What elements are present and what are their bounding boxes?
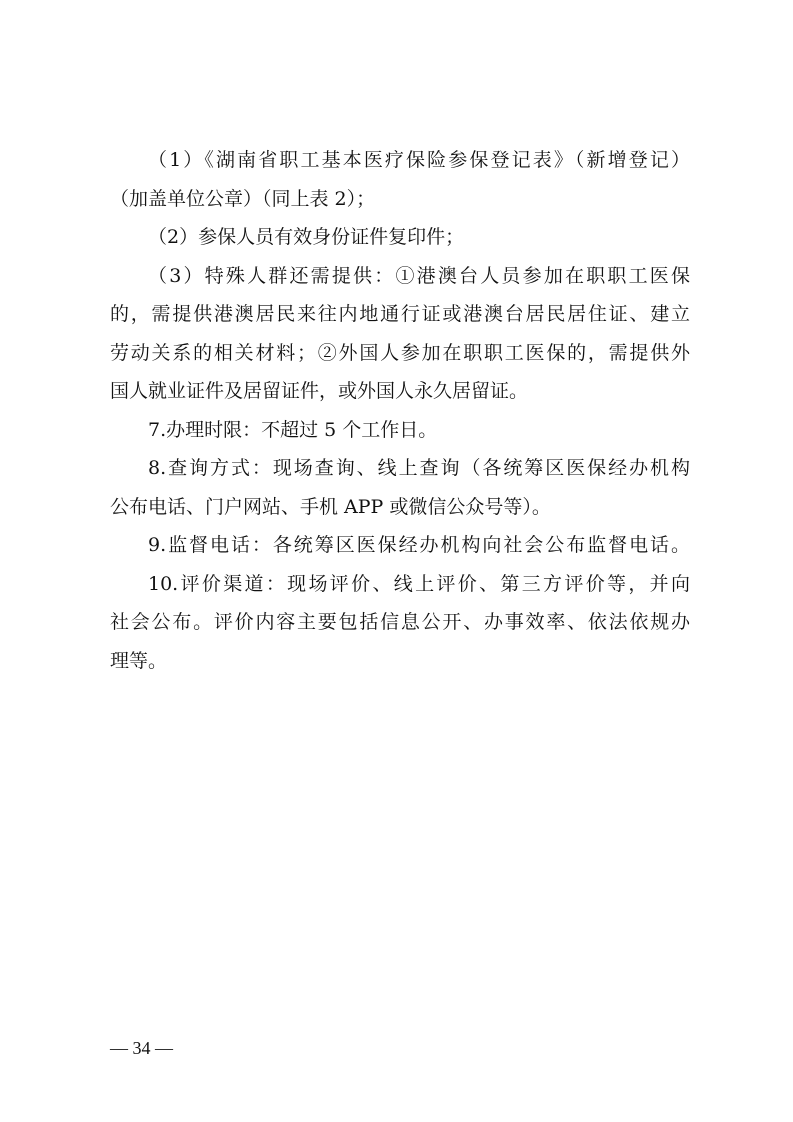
document-body — [110, 141, 690, 680]
paragraph-line: 8.查询方式：现场查询、线上查询（各统筹区医保经办机构 — [148, 457, 690, 479]
paragraph-line: 公布电话、门户网站、手机 APP 或微信公众号等）。 — [110, 495, 551, 518]
paragraph-line: 的，需提供港澳居民来往内地通行证或港澳台居民居住证、建立 — [110, 303, 690, 325]
paragraph-line: （1）《湖南省职工基本医疗保险参保登记表》（新增登记） — [148, 149, 690, 171]
paragraph-line: 国人就业证件及居留证件，或外国人永久居留证。 — [110, 380, 529, 402]
paragraph-line: （加盖单位公章）（同上表 2）； — [110, 187, 376, 210]
paragraph-line: 10.评价渠道：现场评价、线上评价、第三方评价等，并向 — [148, 572, 690, 595]
paragraph-line: 社会公布。评价内容主要包括信息公开、办事效率、依法依规办 — [110, 611, 690, 633]
paragraph-line: 劳动关系的相关材料；②外国人参加在职职工医保的，需提供外 — [110, 341, 690, 364]
paragraph-line: 7.办理时限：不超过 5 个工作日。 — [148, 418, 438, 441]
paragraph-line: 9.监督电话：各统筹区医保经办机构向社会公布监督电话。 — [148, 534, 690, 556]
paragraph-line: （2）参保人员有效身份证件复印件； — [148, 226, 465, 248]
page-number: — 34 — — [110, 1038, 173, 1058]
paragraph-line: （3）特殊人群还需提供：①港澳台人员参加在职职工医保 — [148, 264, 690, 287]
paragraph-line: 理等。 — [110, 649, 168, 672]
